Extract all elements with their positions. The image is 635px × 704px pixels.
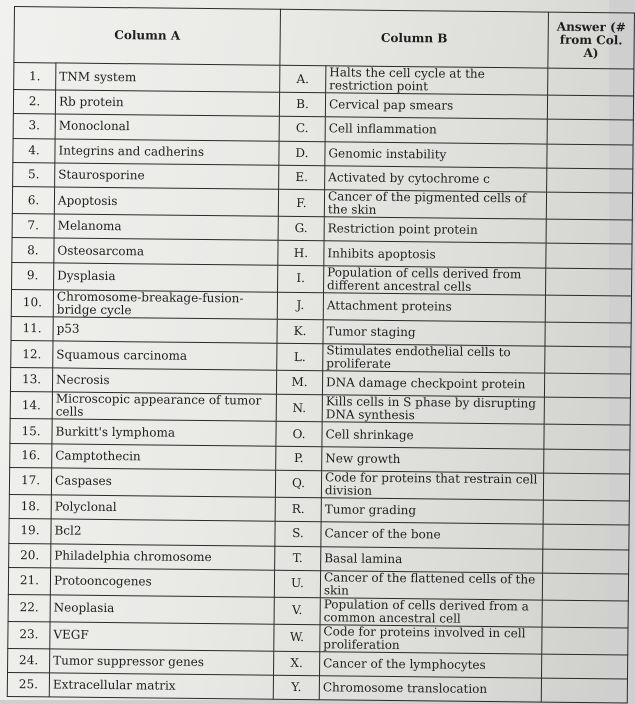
answer-cell[interactable] <box>547 168 633 193</box>
item-term: TNM system <box>56 63 280 92</box>
definition-letter: J. <box>277 292 323 319</box>
answer-cell[interactable] <box>542 600 628 628</box>
answer-cell[interactable] <box>545 295 631 323</box>
item-number: 10. <box>11 289 53 316</box>
definition-letter: Q. <box>275 470 321 497</box>
definition-letter: M. <box>276 370 322 395</box>
definition-text: Attachment proteins <box>323 293 545 322</box>
definition-text: Inhibits apoptosis <box>324 241 546 268</box>
item-term: Tumor suppressor genes <box>50 649 274 676</box>
item-number: 5. <box>13 162 55 187</box>
definition-letter: V. <box>274 597 320 624</box>
definition-letter: N. <box>276 395 322 422</box>
answer-cell[interactable] <box>545 346 631 374</box>
definition-letter: F. <box>278 189 324 216</box>
definition-text: Cell shrinkage <box>322 422 544 449</box>
definition-text: Cancer of the pigmented cells of the skin <box>324 190 546 219</box>
definition-letter: T. <box>275 546 321 571</box>
definition-letter: D. <box>279 141 325 166</box>
answer-cell[interactable] <box>547 119 633 144</box>
answer-cell[interactable] <box>547 144 633 169</box>
definition-letter: G. <box>278 216 324 241</box>
item-term: Squamous carcinoma <box>53 341 277 370</box>
item-number: 11. <box>11 316 53 341</box>
item-term: Extracellular matrix <box>49 673 273 700</box>
answer-cell[interactable] <box>541 654 627 679</box>
item-term: Necrosis <box>52 368 276 395</box>
answer-cell[interactable] <box>542 627 628 655</box>
answer-cell[interactable] <box>547 95 633 120</box>
answer-cell[interactable] <box>543 549 629 574</box>
item-term: Neoplasia <box>50 595 274 624</box>
item-number: 2. <box>13 90 55 115</box>
item-term: Camptothecin <box>52 444 276 471</box>
definition-text: Basal lamina <box>321 546 543 573</box>
answer-cell[interactable] <box>544 373 630 398</box>
definition-text: Stimulates endothelial cells to proliferate <box>323 344 545 373</box>
answer-cell[interactable] <box>545 322 631 347</box>
definition-letter: I. <box>278 265 324 292</box>
item-number: 24. <box>8 648 50 673</box>
definition-text: Cancer of the lymphocytes <box>320 652 542 679</box>
definition-text: New growth <box>322 446 544 473</box>
definition-letter: Y. <box>273 675 319 700</box>
definition-text: Tumor staging <box>323 320 545 347</box>
answer-cell[interactable] <box>544 449 630 474</box>
item-number: 1. <box>14 63 56 90</box>
definition-text: Code for proteins that restrain cell division <box>321 471 543 500</box>
answer-cell[interactable] <box>546 244 632 269</box>
item-number: 19. <box>9 519 51 544</box>
definition-letter: K. <box>277 319 323 344</box>
item-term: Staurosporine <box>55 163 279 190</box>
matching-table <box>7 6 635 704</box>
definition-text: Code for proteins involved in cell proliferation <box>320 625 542 654</box>
answer-cell[interactable] <box>546 192 632 220</box>
item-number: 18. <box>9 494 51 519</box>
definition-text: Population of cells derived from different ancestral cells <box>324 266 546 295</box>
item-number: 22. <box>8 594 50 621</box>
definition-text: Activated by cytochrome c <box>325 166 547 193</box>
item-term: Chromosome-breakage-fusion-bridge cycle <box>53 290 277 319</box>
definition-letter: U. <box>274 570 320 597</box>
definition-letter: P. <box>276 446 322 471</box>
definition-letter: X. <box>274 651 320 676</box>
definition-text: Restriction point protein <box>324 217 546 244</box>
definition-text: Population of cells derived from a common ancestral cell <box>320 598 542 627</box>
column-b-header: Column B <box>280 9 549 68</box>
definition-letter: S. <box>275 522 321 547</box>
item-number: 21. <box>8 567 50 594</box>
definition-text: Cervical pap smears <box>325 93 547 120</box>
item-number: 6. <box>12 187 54 214</box>
item-term: Monoclonal <box>55 114 279 141</box>
definition-letter: L. <box>277 343 323 370</box>
definition-letter: H. <box>278 241 324 266</box>
item-number: 13. <box>10 368 52 393</box>
answer-cell[interactable] <box>541 678 627 703</box>
item-term: Caspases <box>51 468 275 497</box>
definition-letter: W. <box>274 624 320 651</box>
answer-cell[interactable] <box>548 68 634 96</box>
item-number: 9. <box>12 262 54 289</box>
definition-letter: E. <box>279 165 325 190</box>
definition-text: DNA damage checkpoint protein <box>322 371 544 398</box>
answer-header: Answer (# from Col. A) <box>548 12 635 69</box>
item-number: 16. <box>10 443 52 468</box>
header-row <box>14 7 635 69</box>
definition-text: Tumor grading <box>321 498 543 525</box>
answer-cell[interactable] <box>546 268 632 296</box>
item-number: 25. <box>7 673 49 698</box>
answer-cell[interactable] <box>543 473 629 501</box>
answer-cell[interactable] <box>543 524 629 549</box>
answer-cell[interactable] <box>542 573 628 601</box>
definition-text: Genomic instability <box>325 141 547 168</box>
item-number: 23. <box>8 621 50 648</box>
definition-letter: A. <box>280 65 326 92</box>
definition-letter: R. <box>275 497 321 522</box>
item-term: Philadelphia chromosome <box>51 543 275 570</box>
item-term: Apoptosis <box>54 187 278 216</box>
definition-text: Cancer of the flattened cells of the skin <box>320 571 542 600</box>
definition-letter: C. <box>279 117 325 142</box>
answer-cell[interactable] <box>544 424 630 449</box>
definition-text: Kills cells in S phase by disrupting DNA synthesis <box>322 395 544 424</box>
definition-letter: B. <box>279 92 325 117</box>
column-a-header: Column A <box>14 7 281 66</box>
answer-cell[interactable] <box>546 219 632 244</box>
item-term: Melanoma <box>54 214 278 241</box>
definition-text: Chromosome translocation <box>319 676 541 703</box>
item-number: 8. <box>12 238 54 263</box>
item-term: Rb protein <box>55 90 279 117</box>
item-number: 12. <box>11 341 53 368</box>
item-term: p53 <box>53 317 277 344</box>
item-number: 4. <box>13 138 55 163</box>
answer-cell[interactable] <box>543 500 629 525</box>
item-term: Burkitt's lymphoma <box>52 419 276 446</box>
item-number: 7. <box>12 214 54 239</box>
item-number: 17. <box>9 467 51 494</box>
definition-text: Halts the cell cycle at the restriction point <box>326 66 548 95</box>
item-term: Microscopic appearance of tumor cells <box>52 392 276 421</box>
definition-letter: O. <box>276 422 322 447</box>
item-number: 14. <box>10 392 52 419</box>
item-number: 15. <box>10 419 52 444</box>
table-row <box>7 673 627 704</box>
item-term: Osteosarcoma <box>54 238 278 265</box>
item-number: 20. <box>9 543 51 568</box>
item-number: 3. <box>13 114 55 139</box>
item-term: Integrins and cadherins <box>55 139 279 166</box>
answer-cell[interactable] <box>544 397 630 425</box>
item-term: Protooncogenes <box>50 568 274 597</box>
definition-text: Cell inflammation <box>325 117 547 144</box>
item-term: Dysplasia <box>54 263 278 292</box>
item-term: Bcl2 <box>51 519 275 546</box>
definition-text: Cancer of the bone <box>321 522 543 549</box>
item-term: Polyclonal <box>51 495 275 522</box>
table-body <box>7 63 634 704</box>
item-term: VEGF <box>50 622 274 651</box>
